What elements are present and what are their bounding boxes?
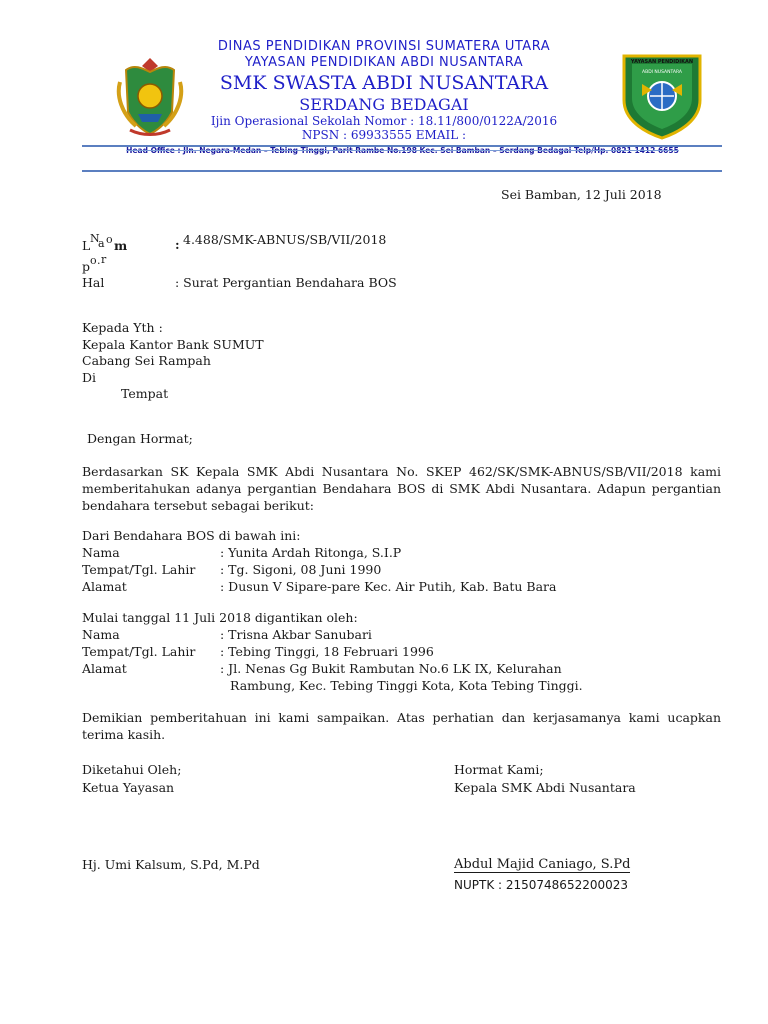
right-signatory-nuptk: NUPTK : 2150748652200023 <box>454 878 629 892</box>
paragraph-closing: Demikian pemberitahuan ini kami sampaikan. Atas perhatian dan kerjasamanya kami ucapkan terima kasih. <box>82 710 721 742</box>
row-label: Nama <box>82 545 120 560</box>
greeting: Dengan Hormat; <box>87 431 193 446</box>
row-value: : Dusun V Sipare-pare Kec. Air Putih, Kab. Batu Bara <box>220 579 557 594</box>
school-region: SERDANG BEDAGAI <box>299 95 469 114</box>
logo-right-text-top: YAYASAN PENDIDIKAN <box>630 59 694 65</box>
nomor-label: L N a o m p o . r <box>82 232 128 274</box>
left-signatory-name: Hj. Umi Kalsum, S.Pd, M.Pd <box>82 857 260 872</box>
recipient-line5: Tempat <box>121 386 169 401</box>
operational-permit: Ijin Operasional Sekolah Nomor : 18.11/800/0122A/2016 <box>210 114 558 128</box>
row-label: Alamat <box>82 661 127 676</box>
row-value: : Tg. Sigoni, 08 Juni 1990 <box>220 562 382 577</box>
left-sign-line1: Diketahui Oleh; <box>82 762 182 777</box>
recipient-line1: Kepada Yth : <box>82 320 163 335</box>
row-label: Tempat/Tgl. Lahir <box>82 644 196 659</box>
section-to-heading: Mulai tanggal 11 Juli 2018 digantikan oleh: <box>82 610 358 625</box>
logo-right-text-mid: ABDI NUSANTARA <box>642 70 682 75</box>
recipient-line3: Cabang Sei Rampah <box>82 353 211 368</box>
row-value: : Trisna Akbar Sanubari <box>220 627 372 642</box>
letterhead-line2: YAYASAN PENDIDIKAN ABDI NUSANTARA <box>244 55 524 70</box>
npsn-email: NPSN : 69933555 EMAIL : <box>301 128 467 142</box>
school-name: SMK SWASTA ABDI NUSANTARA <box>219 72 549 94</box>
right-sign-line2: Kepala SMK Abdi Nusantara <box>454 780 636 795</box>
letterhead-line1: DINAS PENDIDIKAN PROVINSI SUMATERA UTARA <box>217 39 551 54</box>
section-from-heading: Dari Bendahara BOS di bawah ini: <box>82 528 301 543</box>
left-sign-line2: Ketua Yayasan <box>82 780 175 795</box>
right-signatory-name: Abdul Majid Caniago, S.Pd <box>454 857 631 872</box>
place-date: Sei Bamban, 12 Juli 2018 <box>501 187 662 202</box>
nomor-colon: : <box>175 237 180 252</box>
row-value: : Tebing Tinggi, 18 Februari 1996 <box>220 644 434 659</box>
recipient-line2: Kepala Kantor Bank SUMUT <box>82 337 264 352</box>
hal-label: Hal <box>82 275 105 290</box>
hal-value: : Surat Pergantian Bendahara BOS <box>175 275 397 290</box>
to-address-continued: Rambung, Kec. Tebing Tinggi Kota, Kota Tebing Tinggi. <box>230 678 583 693</box>
row-value: : Jl. Nenas Gg Bukit Rambutan No.6 LK IX, Kelurahan <box>220 661 562 676</box>
row-label: Nama <box>82 627 120 642</box>
row-value: : Yunita Ardah Ritonga, S.I.P <box>220 545 402 560</box>
head-office-address: Head Office : Jln. Negara-Medan – Tebing Tinggi, Parit Rambe No.198 Kec. Sei Bamban – Serdang Bedagai Telp/Hp. 0821 1412 6655 <box>126 146 679 155</box>
right-sign-line1: Hormat Kami; <box>454 762 544 777</box>
nomor-value: 4.488/SMK-ABNUS/SB/VII/2018 <box>183 232 387 247</box>
row-label: Tempat/Tgl. Lahir <box>82 562 196 577</box>
letterhead-rule-bottom <box>82 170 722 172</box>
paragraph-intro: Berdasarkan SK Kepala SMK Abdi Nusantara No. SKEP 462/SK/SMK-ABNUS/SB/VII/2018 kami memberitahukan adanya pergantian Bendahara BOS di SMK Abdi Nusantara. Adapun pergantian bendahara tersebut sebagai berikut: <box>82 464 721 513</box>
row-label: Alamat <box>82 579 127 594</box>
recipient-line4: Di <box>82 370 97 385</box>
